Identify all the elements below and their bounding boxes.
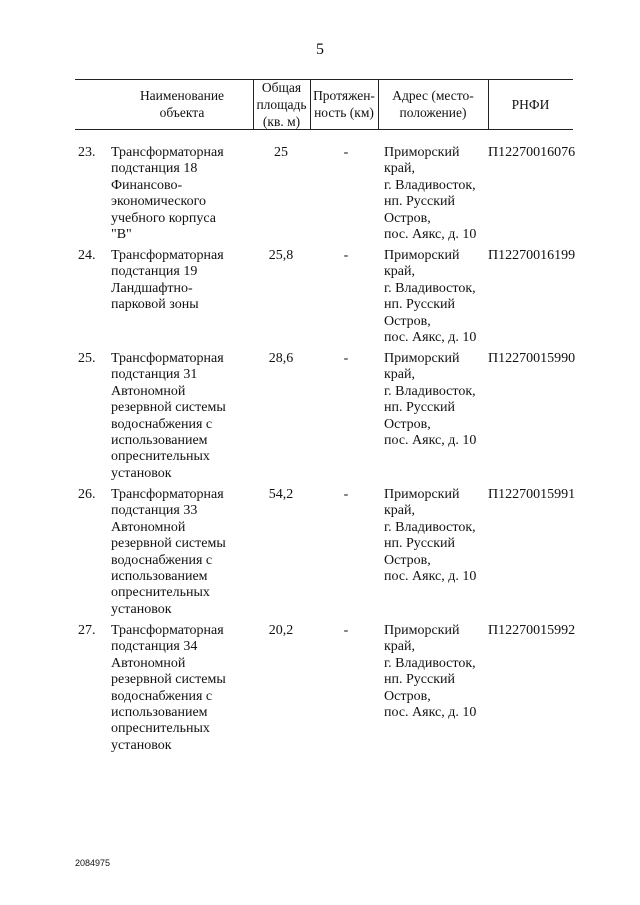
table-header-rule: [75, 129, 573, 130]
rnfi-number: П12270015992: [488, 623, 576, 638]
address: Приморский край, г. Владивосток, нп. Русский Остров, пос. Аякс, д. 10: [384, 145, 477, 243]
header-rnfi: РНФИ: [511, 96, 550, 112]
area-value: 25: [274, 145, 288, 160]
area-value: 25,8: [268, 248, 294, 263]
row-number: 24.: [78, 248, 96, 263]
header-name: Наименование объекта: [139, 88, 225, 120]
area-value: 20,2: [268, 623, 294, 638]
area-value: 54,2: [268, 487, 294, 502]
row-number: 27.: [78, 623, 96, 638]
length-value: -: [343, 487, 349, 502]
object-name: Трансформаторная подстанция 31 Автономной резервной системы водоснабжения с использованием опреснительных установок: [111, 351, 226, 481]
rnfi-number: П12270015990: [488, 351, 576, 366]
length-value: -: [343, 145, 349, 160]
row-number: 26.: [78, 487, 96, 502]
rnfi-number: П12270016076: [488, 145, 576, 160]
area-value: 28,6: [268, 351, 294, 366]
object-name: Трансформаторная подстанция 19 Ландшафтно- парковой зоны: [111, 248, 224, 313]
row-number: 25.: [78, 351, 96, 366]
address: Приморский край, г. Владивосток, нп. Русский Остров, пос. Аякс, д. 10: [384, 623, 477, 721]
header-address: Адрес (место- положение): [392, 88, 474, 120]
address: Приморский край, г. Владивосток, нп. Русский Остров, пос. Аякс, д. 10: [384, 351, 477, 449]
address: Приморский край, г. Владивосток, нп. Русский Остров, пос. Аякс, д. 10: [384, 487, 477, 585]
length-value: -: [343, 623, 349, 638]
object-name: Трансформаторная подстанция 34 Автономной резервной системы водоснабжения с использованием опреснительных установок: [111, 623, 226, 753]
header-length: Протяжен- ность (км): [313, 88, 375, 120]
object-name: Трансформаторная подстанция 18 Финансово- экономического учебного корпуса "В": [111, 145, 224, 243]
length-value: -: [343, 351, 349, 366]
rnfi-number: П12270016199: [488, 248, 576, 263]
header-area: Общая площадь (кв. м): [256, 79, 307, 129]
length-value: -: [343, 248, 349, 263]
rnfi-number: П12270015991: [488, 487, 576, 502]
page-number: 5: [316, 41, 324, 58]
object-name: Трансформаторная подстанция 33 Автономной резервной системы водоснабжения с использованием опреснительных установок: [111, 487, 226, 617]
address: Приморский край, г. Владивосток, нп. Русский Остров, пос. Аякс, д. 10: [384, 248, 477, 346]
footer-code: 2084975: [75, 858, 111, 868]
row-number: 23.: [78, 145, 96, 160]
